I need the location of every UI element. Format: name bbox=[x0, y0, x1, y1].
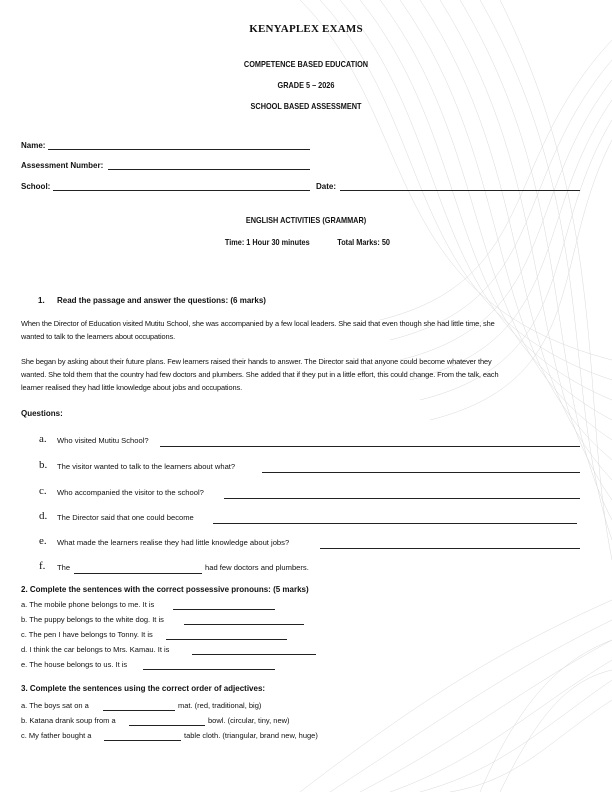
brand-title: KENYAPLEX EXAMS bbox=[249, 23, 363, 35]
section-1-number: 1. bbox=[38, 296, 45, 305]
section-1-heading: Read the passage and answer the questions: (6 marks) bbox=[57, 296, 266, 305]
question-e-letter: e. bbox=[39, 535, 47, 547]
school-label: School: bbox=[21, 182, 51, 191]
question-c-letter: c. bbox=[39, 485, 47, 497]
question-c-answer-line[interactable] bbox=[224, 498, 580, 499]
section-2-heading: 2. Complete the sentences with the correct possessive pronouns: (5 marks) bbox=[21, 585, 309, 594]
section-3-item-b-after: bowl. (circular, tiny, new) bbox=[208, 716, 290, 725]
name-label: Name: bbox=[21, 141, 46, 150]
question-e-text: What made the learners realise they had little knowledge about jobs? bbox=[57, 538, 290, 547]
header-line-2: GRADE 5 – 2026 bbox=[277, 80, 335, 90]
section-3-item-a: a. The boys sat on a bbox=[21, 701, 89, 710]
section-2-item-c: c. The pen I have belongs to Tonny. It is bbox=[21, 630, 153, 639]
question-d-letter: d. bbox=[39, 510, 48, 522]
section-2-item-e: e. The house belongs to us. It is bbox=[21, 660, 128, 669]
section-3-heading: 3. Complete the sentences using the correct order of adjectives: bbox=[21, 684, 266, 693]
section-2-item-d-answer-line[interactable] bbox=[192, 654, 316, 655]
question-c-text: Who accompanied the visitor to the school? bbox=[57, 488, 204, 497]
assessment-number-label: Assessment Number: bbox=[21, 161, 104, 170]
school-field[interactable] bbox=[53, 190, 310, 191]
passage-paragraph-2-line-2: wanted. She told them that the country had few doctors and plumbers. She added that if they put in a little effort, this could change. From the talk, each bbox=[21, 370, 499, 379]
passage-paragraph-2-line-3: learner realised they had little knowledge about jobs and occupations. bbox=[21, 383, 243, 392]
date-field[interactable] bbox=[340, 190, 580, 191]
section-2-item-e-answer-line[interactable] bbox=[143, 669, 275, 670]
date-label: Date: bbox=[316, 182, 337, 191]
total-marks: Total Marks: 50 bbox=[337, 237, 390, 247]
section-2-item-c-answer-line[interactable] bbox=[166, 639, 287, 640]
name-field[interactable] bbox=[48, 149, 310, 150]
question-e-answer-line[interactable] bbox=[320, 548, 580, 549]
question-b-text: The visitor wanted to talk to the learners about what? bbox=[57, 462, 236, 471]
question-f-text: The bbox=[57, 563, 71, 572]
question-f-answer-line[interactable] bbox=[74, 573, 202, 574]
time-allowed: Time: 1 Hour 30 minutes bbox=[224, 237, 310, 247]
section-2-item-b: b. The puppy belongs to the white dog. It is bbox=[21, 615, 164, 624]
section-2-item-a-answer-line[interactable] bbox=[173, 609, 275, 610]
question-a-text: Who visited Mutitu School? bbox=[57, 436, 149, 445]
section-2-item-b-answer-line[interactable] bbox=[184, 624, 304, 625]
section-3-item-b-answer-line[interactable] bbox=[129, 725, 205, 726]
question-d-answer-line[interactable] bbox=[213, 523, 577, 524]
passage-paragraph-1-line-2: wanted to talk to the learners about occupations. bbox=[21, 332, 176, 341]
section-3-item-a-answer-line[interactable] bbox=[103, 710, 175, 711]
assessment-number-field[interactable] bbox=[108, 169, 310, 170]
section-2-item-a: a. The mobile phone belongs to me. It is bbox=[21, 600, 155, 609]
section-3-item-a-after: mat. (red, traditional, big) bbox=[178, 701, 262, 710]
question-f-text-after: had few doctors and plumbers. bbox=[205, 563, 309, 572]
passage-paragraph-1-line-1: When the Director of Education visited Mutitu School, she was accompanied by a few local leaders. She said that even though she had little time, she bbox=[21, 319, 495, 328]
section-3-item-b: b. Katana drank soup from a bbox=[21, 716, 116, 725]
question-a-answer-line[interactable] bbox=[160, 446, 580, 447]
section-3-item-c-answer-line[interactable] bbox=[104, 740, 181, 741]
questions-label: Questions: bbox=[21, 409, 63, 418]
section-3-item-c-after: table cloth. (triangular, brand new, huge) bbox=[184, 731, 318, 740]
question-f-letter: f. bbox=[39, 560, 46, 572]
header-line-1: COMPETENCE BASED EDUCATION bbox=[243, 59, 369, 69]
question-b-letter: b. bbox=[39, 459, 48, 471]
section-2-item-d: d. I think the car belongs to Mrs. Kamau. It is bbox=[21, 645, 170, 654]
header-line-3: SCHOOL BASED ASSESSMENT bbox=[250, 101, 362, 111]
passage-paragraph-2-line-1: She began by asking about their future plans. Few learners raised their hands to answer. The Director said that anyone could become whatever they bbox=[21, 357, 492, 366]
question-d-text: The Director said that one could become bbox=[57, 513, 194, 522]
question-b-answer-line[interactable] bbox=[262, 472, 580, 473]
subject-title: ENGLISH ACTIVITIES (GRAMMAR) bbox=[245, 215, 367, 225]
section-3-item-c: c. My father bought a bbox=[21, 731, 92, 740]
question-a-letter: a. bbox=[39, 433, 47, 445]
